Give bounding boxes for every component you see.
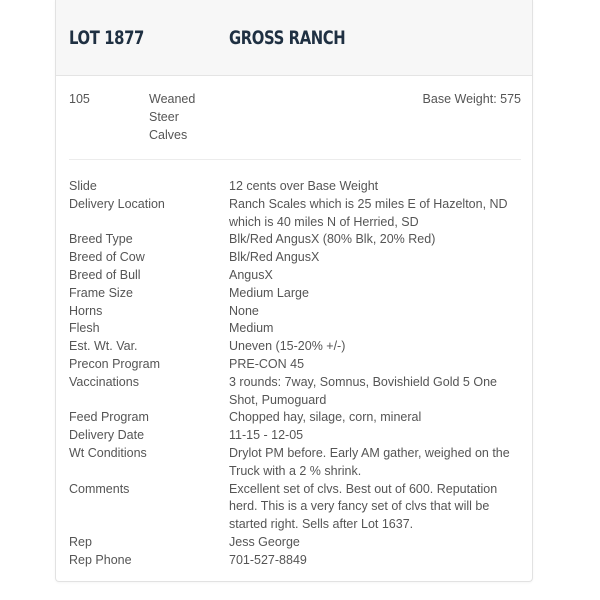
detail-label: Vaccinations [69,374,139,389]
detail-label: Rep Phone [69,552,132,567]
detail-label: Rep [69,534,92,549]
detail-row-flesh [69,320,521,338]
detail-value: Drylot PM before. Early AM gather, weighed on the Truck with a 2 % shrink. [229,445,510,478]
detail-row-est-wt-var [69,338,521,356]
detail-row-comments [69,481,521,534]
ranch-title: GROSS RANCH [229,27,346,49]
detail-value: Excellent set of clvs. Best out of 600. Reputation herd. This is a very fancy set of clvs that will be started right. Sells after Lot 1637. [229,481,498,532]
divider [69,159,521,160]
detail-label: Wt Conditions [69,445,147,460]
detail-value: Ranch Scales which is 25 miles E of Hazelton, ND which is 40 miles N of Herried, SD [229,196,508,229]
detail-value: AngusX [229,267,273,282]
detail-value: 701-527-8849 [229,552,307,567]
description-line: Steer [149,110,179,124]
detail-row-breed-type [69,231,521,249]
detail-label: Flesh [69,321,100,336]
lot-card [55,0,533,582]
lot-header [56,0,532,76]
detail-value: Blk/Red AngusX [229,250,320,265]
detail-value: Chopped hay, silage, corn, mineral [229,410,422,425]
detail-row-precon-program [69,356,521,374]
detail-row-delivery-date [69,427,521,445]
detail-value: None [229,303,259,318]
lot-summary [69,90,521,150]
cattle-description [149,90,219,144]
detail-row-wt-conditions [69,445,521,481]
detail-row-rep-phone [69,552,521,570]
detail-label: Feed Program [69,410,149,425]
detail-label: Comments [69,481,130,496]
detail-row-breed-of-cow [69,249,521,267]
detail-row-vaccinations [69,374,521,410]
detail-label: Frame Size [69,285,133,300]
detail-value: Jess George [229,534,300,549]
detail-row-slide [69,178,521,196]
detail-row-delivery-location [69,196,521,232]
description-line: Calves [149,128,188,142]
detail-value: PRE-CON 45 [229,356,305,371]
detail-label: Est. Wt. Var. [69,339,138,354]
detail-label: Slide [69,179,97,193]
detail-row-horns [69,303,521,321]
detail-label: Breed Type [69,232,133,247]
detail-row-breed-of-bull [69,267,521,285]
lot-details [69,178,521,570]
lot-title: LOT 1877 [69,27,144,49]
detail-value: Medium Large [229,285,309,300]
detail-value: Medium [229,321,274,336]
detail-value: 12 cents over Base Weight [229,179,379,193]
detail-label: Precon Program [69,356,161,371]
detail-label: Delivery Location [69,196,165,211]
description-line: Weaned [149,92,196,106]
head-count: 105 [69,92,90,106]
detail-value: 11-15 - 12-05 [229,428,304,443]
detail-row-frame-size [69,285,521,303]
detail-value: 3 rounds: 7way, Somnus, Bovishield Gold 5 One Shot, Pumoguard [229,374,497,407]
detail-row-feed-program [69,409,521,427]
detail-label: Delivery Date [69,428,145,443]
detail-value: Blk/Red AngusX (80% Blk, 20% Red) [229,232,436,247]
detail-label: Breed of Cow [69,250,145,265]
detail-value: Uneven (15-20% +/-) [229,339,346,354]
base-weight: Base Weight: 575 [422,92,521,106]
detail-label: Horns [69,303,103,318]
detail-label: Breed of Bull [69,267,141,282]
detail-row-rep [69,534,521,552]
